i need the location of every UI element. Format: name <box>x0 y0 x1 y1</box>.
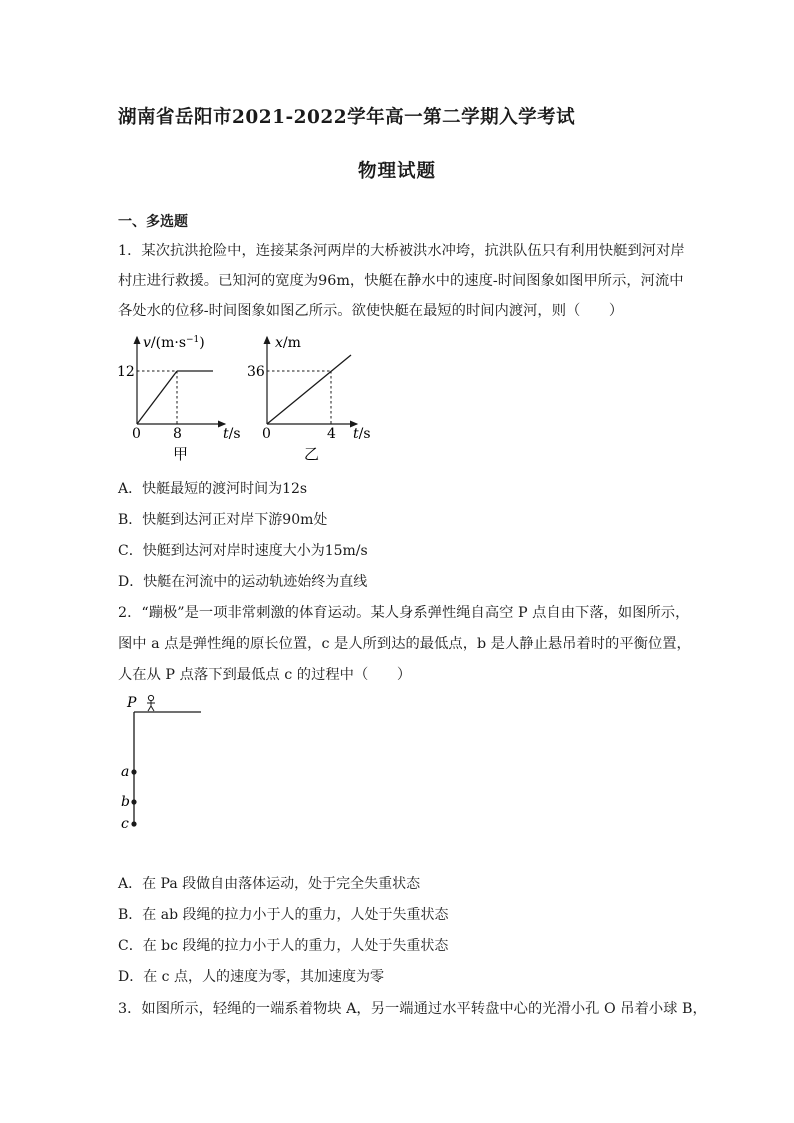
q1-option-d: D．快艇在河流中的运动轨迹始终为直线 <box>118 574 368 590</box>
q1-line-1: 1．某次抗洪抢险中，连接某条河两岸的大桥被洪水冲垮，抗洪队伍只有利用快艇到河对岸 <box>118 243 685 259</box>
label-c: c <box>121 816 129 832</box>
graph-a-x-tick: 8 <box>173 426 182 442</box>
q2-option-b: B．在 ab 段绳的拉力小于人的重力，人处于失重状态 <box>118 907 449 923</box>
graph-a-y-tick: 12 <box>117 364 135 380</box>
displacement-time-graph <box>245 327 380 467</box>
q2-line-3: 人在从 P 点落下到最低点 c 的过程中（ ） <box>118 667 412 683</box>
section-heading: 一、多选题 <box>118 214 188 230</box>
point-b <box>131 799 136 804</box>
graph-a-caption: 甲 <box>173 445 189 463</box>
graph-b-caption: 乙 <box>304 445 320 463</box>
q2-option-a: A．在 Pa 段做自由落体运动，处于完全失重状态 <box>118 876 421 892</box>
q1-line-2: 村庄进行救援。已知河的宽度为96m，快艇在静水中的速度-时间图象如图甲所示，河流中 <box>118 273 684 289</box>
velocity-time-graph <box>115 327 245 467</box>
point-c <box>131 821 136 826</box>
q1-option-c: C．快艇到达河对岸时速度大小为15m/s <box>118 543 368 559</box>
graph-b-x-tick: 4 <box>327 426 336 442</box>
graph-b-line <box>267 355 351 424</box>
graph-b-xlabel: t/s <box>353 426 371 442</box>
q2-line-1: 2．“蹦极”是一项非常刺激的体育运动。某人身系弹性绳自高空 P 点自由下落，如图所示， <box>118 605 690 621</box>
graph-b-y-tick: 36 <box>247 364 265 380</box>
q2-option-c: C．在 bc 段绳的拉力小于人的重力，人处于失重状态 <box>118 938 449 954</box>
page-subtitle: 物理试题 <box>357 161 436 182</box>
graph-a-ramp <box>137 371 177 424</box>
graph-b-origin: 0 <box>262 426 271 442</box>
label-a: a <box>121 764 130 780</box>
graph-a-origin: 0 <box>132 426 141 442</box>
q3-line-1: 3．如图所示，轻绳的一端系着物块 A，另一端通过水平转盘中心的光滑小孔 O 吊着小球 B， <box>118 1001 707 1017</box>
graph-a-xlabel: t/s <box>223 426 241 442</box>
q2-option-d: D．在 c 点，人的速度为零，其加速度为零 <box>118 969 384 985</box>
bungee-figure <box>115 690 215 835</box>
label-P: P <box>127 695 137 711</box>
q1-line-3: 各处水的位移-时间图象如图乙所示。欲使快艇在最短的时间内渡河，则（ ） <box>118 303 624 319</box>
q2-line-2: 图中 a 点是弹性绳的原长位置，c 是人所到达的最低点，b 是人静止悬吊着时的平衡位置， <box>118 636 691 652</box>
page-title: 湖南省岳阳市2021-2022学年高一第二学期入学考试 <box>118 107 576 128</box>
label-b: b <box>121 794 130 810</box>
point-a <box>131 769 136 774</box>
graph-a-ylabel: $v/(m\cdot s^{-1})$ <box>143 335 205 351</box>
q1-option-a: A．快艇最短的渡河时间为12s <box>118 481 308 497</box>
q1-option-b: B．快艇到达河正对岸下游90m处 <box>118 512 328 528</box>
graph-b-ylabel: x/m <box>275 335 301 351</box>
person-icon <box>147 695 155 711</box>
